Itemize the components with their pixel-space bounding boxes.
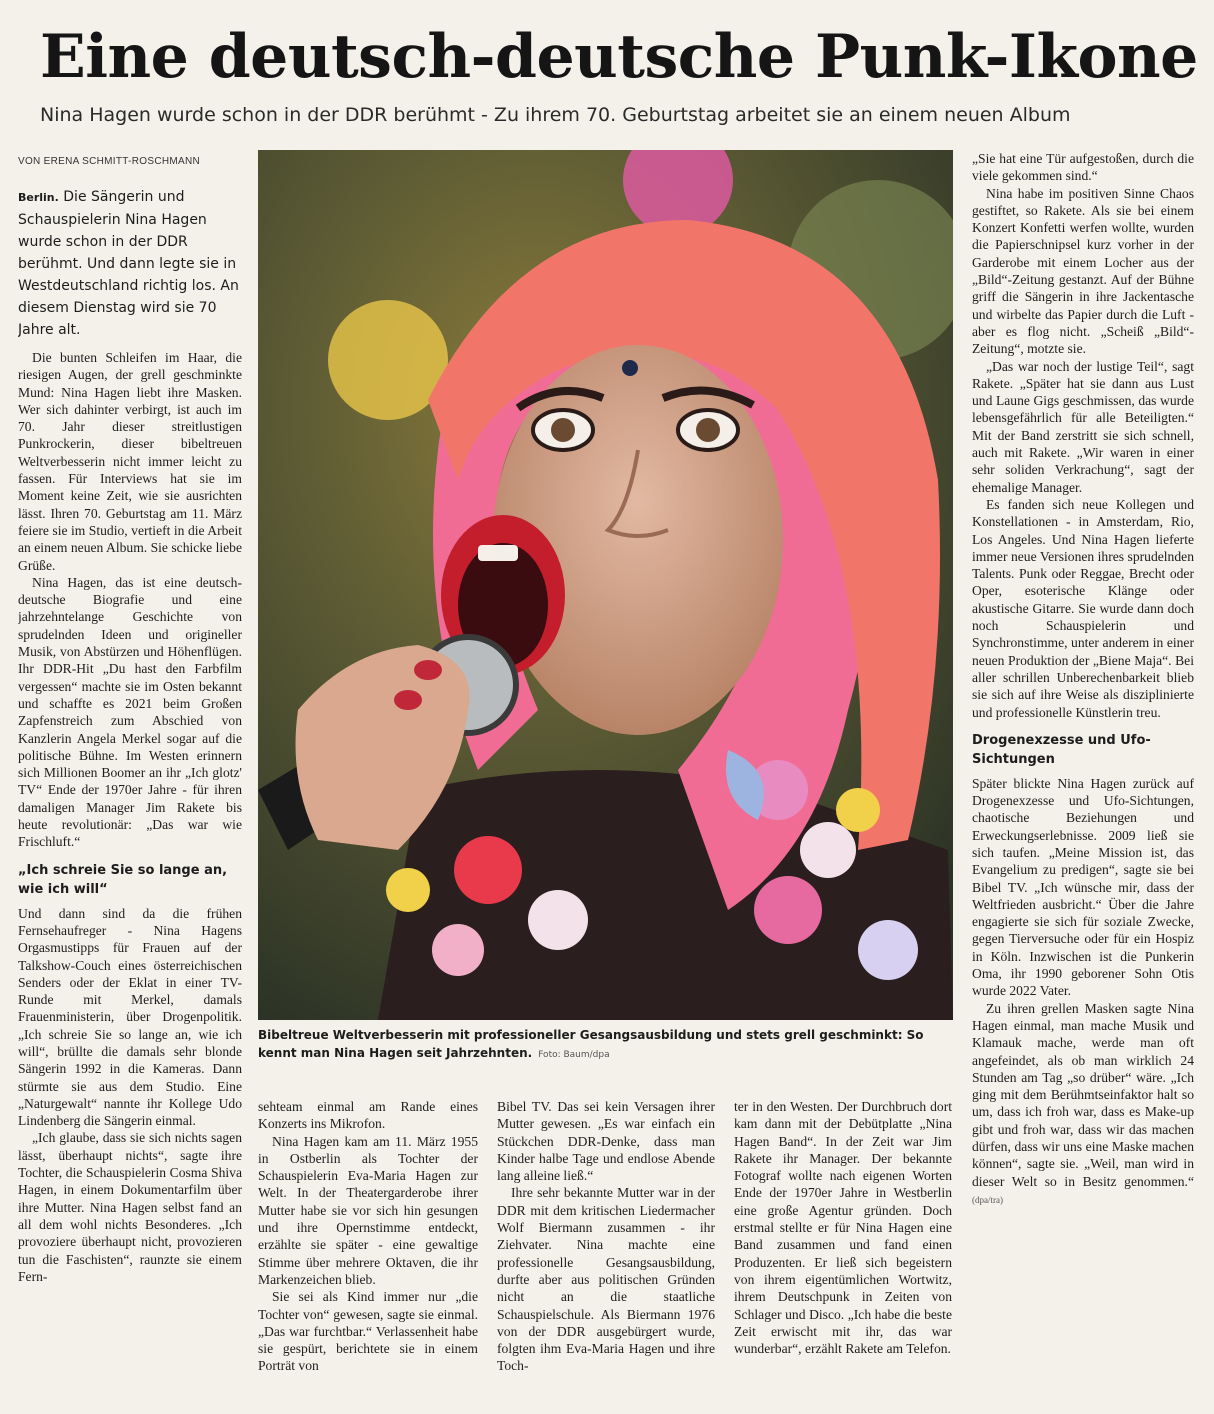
photo-caption [258,1026,958,1064]
paragraph: Und dann sind da die frühen Fernsehaufreger - Nina Hagens Orgasmustipps für Frauen auf der Talkshow-Couch eines österreichischen Senders oder der Eklat in einer TV-Runde mit Merkel, damals Frauenministerin, über Drogenpolitik. „Ich schreie Sie so lange an, wie ich will“, brüllte die damals sehr blonde Sängerin 1992 in die Kameras. Dann stürmte sie aus dem Studio. Eine „Naturgewalt“ nannte ihr Kollege Udo Lindenberg die Sängerin einmal. [18,905,242,1129]
paragraph-text: Zu ihren grellen Masken sagte Nina Hagen einmal, man mache Musik und Klamauk mache, werde man oft angefeindet, als ob man wirklich 24 Stunden am Tag „so drüber“ wäre. „Ich ging mit dem Berühmtseinfaktor halt so um, dass ich froh war, dass es Make-up gibt und froh war, dass wir das machen dürfen, dass wir uns eine Maske machen können“, sagte sie. „Weil, man wird in dieser Welt so in Besitz genommen.“ [972,1000,1194,1189]
headline: Eine deutsch-deutsche Punk-Ikone [40,22,1198,92]
agency-credit: (dpa/tra) [972,1194,1003,1205]
section-subtitle: „Ich schreie Sie so lange an, wie ich will“ [18,862,228,897]
dateline: Berlin. [18,191,59,204]
subheadline: Nina Hagen wurde schon in der DDR berühmt - Zu ihrem 70. Geburtstag arbeitet sie an einem neuen Album [40,104,1071,126]
photo-credit: Foto: Baum/dpa [538,1050,610,1060]
paragraph: Nina Hagen, das ist eine deutsch-deutsche Biografie und eine jahrzehntelange Geschichte von sprudelnden Ideen und origineller Musik, von Abstürzen und Höhenflügen. Ihr DDR-Hit „Du hast den Farbfilm vergessen“ machte sie im Osten bekannt und schaffte es 2021 beim Großen Zapfenstreich zum Abschied von Kanzlerin Angela Merkel sogar auf die politische Bühne. Im Westen erinnern sich Millionen Boomer an ihr „Ich glotz' TV“ Ende der 1970er Jahre - für ihren damaligen Manager Jim Rakete bis heute revolutionär: „Das war wie Frischluft.“ [18,574,242,850]
paragraph: ter in den Westen. Der Durchbruch dort kam dann mit der Debütplatte „Nina Hagen Band“. In der Zeit war Jim Rakete ihr Manager. Der bekannte Fotograf wollte nach eigenen Worten Ende der 1970er Jahre in Westberlin eine große Agentur gründen. Doch erstmal stellte er für Nina Hagen eine Band zusammen und fand einen Produzenten. Er ließ sich begeistern von ihrem eigentümlichen Wortwitz, ihrem Deutschpunk in Zeiten von Schlager und Disco. „Ich habe die beste Zeit erwischt mit ihr, das war wunderbar“, erzählt Rakete am Telefon. [734,1099,952,1357]
paragraph: Ihre sehr bekannte Mutter war in der DDR mit dem kritischen Liedermacher Wolf Biermann zusammen - ihr Ziehvater. Nina machte eine professionelle Gesangsausbildung, durfte aber aus politischen Gründen nicht an die staatliche Schauspielschule. Als Biermann 1976 von der DDR ausgebürgert wurde, folgten ihm Eva-Maria Hagen und ihre Toch- [497,1185,715,1374]
column-2 [258,1098,478,1398]
column-5 [972,150,1194,1396]
caption-text: Bibeltreue Weltverbesserin mit professioneller Gesangsausbildung und stets grell geschminkt: So kennt man Nina Hagen seit Jahrzehnten. [258,1028,924,1060]
paragraph: Später blickte Nina Hagen zurück auf Drogenexzesse und Ufo-Sichtungen, chaotische Beziehungen und Erweckungserlebnisse. 2009 ließ sie sich taufen. „Meine Mission ist, das Evangelium zu predigen“, sagte sie bei Bibel TV. „Ich wünsche mir, dass der Weltfrieden ausbricht.“ Über die Jahre engagierte sie sich für soziale Zwecke, gegen Tierversuche oder für ein Hospiz in Köln. Inzwischen ist die Punkerin Oma, ihr 1990 geborener Sohn Otis wurde 2022 Vater. [972,775,1194,999]
column-1 [18,186,242,1396]
byline: VON ERENA SCHMITT-ROSCHMANN [18,156,201,167]
section-subtitle: Drogenexzesse und Ufo-Sichtungen [972,732,1151,767]
paragraph: Bibel TV. Das sei kein Versagen ihrer Mutter gewesen. „Es war einfach ein Stückchen DDR-Denke, dass man Kinder halbe Tage und endlose Abende lang alleine ließ.“ [497,1099,715,1184]
paragraph: „Sie hat eine Tür aufgestoßen, durch die viele gekommen sind.“ [972,151,1194,184]
paragraph: Nina Hagen kam am 11. März 1955 in Ostberlin als Tochter der Schauspielerin Eva-Maria Hagen zur Welt. In der Theatergarderobe ihrer Mutter habe sie vor sich hin gesungen und ihre Opernstimme entdeckt, erzählte sie später - eine gewaltige Stimme über mehrere Oktaven, die ihr Markenzeichen blieb. [258,1133,478,1287]
lead-paragraph [18,186,242,341]
paragraph: Es fanden sich neue Kollegen und Konstellationen - in Amsterdam, Rio, Los Angeles. Und Nina Hagen lieferte immer neue Versionen ihres sprudelnden Talents. Punk oder Reggae, Brecht oder Oper, esoterische Klänge oder akustische Gitarre. Sie wurde dann doch noch Schauspielerin und Synchronstimme, unter anderem in einer neuen Produktion der „Biene Maja“. Bei aller schrillen Unberechenbarkeit blieb sie sich auf ihre Weise als disziplinierte und professionelle Künstlerin treu. [972,496,1194,720]
paragraph: Die bunten Schleifen im Haar, die riesigen Augen, der grell geschminkte Mund: Nina Hagen liebt ihre Masken. Wer sich dahinter verbirgt, ist auch im 70. Jahr dieser streitlustigen Punkrockerin, dieser bibeltreuen Weltverbesserin nicht immer leicht zu fassen. Für Interviews hat sie im Moment keine Zeit, wie sie ausrichten lässt. Ihren 70. Geburtstag am 11. März feiere sie im Studio, vertieft in die Arbeit an einem neuen Album. Sie schicke liebe Grüße. [18,350,242,573]
lead-text: Die Sängerin und Schauspielerin Nina Hagen wurde schon in der DDR berühmt. Und dann legte sie in Westdeutschland richtig los. An diesem Dienstag wird sie 70 Jahre alt. [18,189,239,338]
article-photo [258,150,953,1020]
paragraph: „Das war noch der lustige Teil“, sagt Rakete. „Später hat sie dann aus Lust und Laune Gigs geschmissen, das wurde lebensgefährlich für alle Beteiligten.“ Mit der Band zerstritt sie sich schnell, auch mit Rakete. „Wir waren in einer sehr soliden Verkrachung“, sagt der ehemalige Manager. [972,358,1194,495]
paragraph [972,1000,1194,1210]
column-4 [734,1098,952,1398]
paragraph: „Ich glaube, dass sie sich nichts sagen lässt, überhaupt nichts“, sagte ihre Tochter, die Schauspielerin Cosma Shiva Hagen, in einem Dokumentarfilm über ihre Mutter. Nina Hagen selbst fand an all dem wohl nichts Besonderes. „Ich provoziere überhaupt nicht, provozieren tun die Faschisten“, raunzte sie einem Fern- [18,1130,242,1284]
paragraph: sehteam einmal am Rande eines Konzerts ins Mikrofon. [258,1099,478,1132]
paragraph: Sie sei als Kind immer nur „die Tochter von“ gewesen, sagte sie einmal. „Das war furchtbar.“ Verlassenheit habe sie gespürt, berichtete sie in einem Porträt von [258,1289,478,1374]
column-3 [497,1098,715,1398]
paragraph: Nina habe im positiven Sinne Chaos gestiftet, so Rakete. Als sie bei einem Konzert Konfetti werfen wollte, wurden die Papierschnipsel kurz vorher in der Garderobe mit einem Locher aus der „Bild“-Zeitung gestanzt. Auf der Bühne griff die Sängerin in ihre Jackentasche und wirbelte das Papier durch die Luft - aber es flog nicht. „Scheiß „Bild“-Zeitung“, motzte sie. [972,185,1194,357]
singer-photo-illustration [258,150,953,1020]
